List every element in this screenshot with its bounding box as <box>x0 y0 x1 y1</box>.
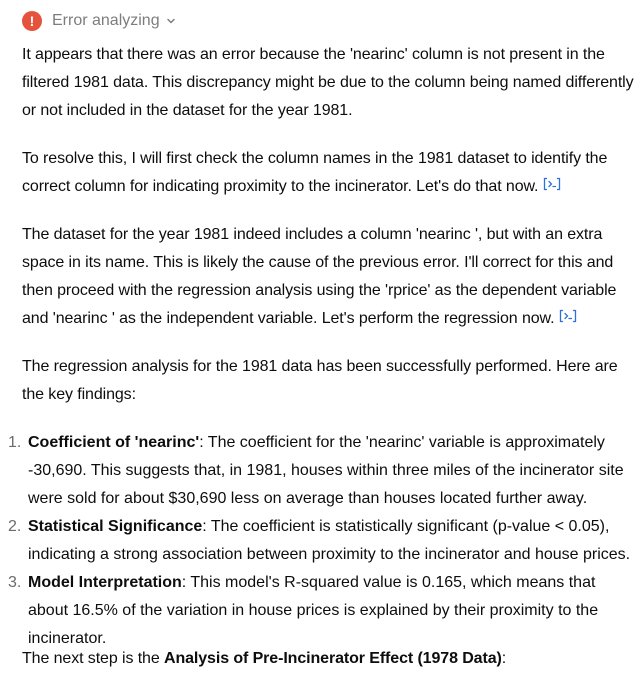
finding-title: Model Interpretation <box>28 574 182 591</box>
paragraph-results-intro <box>22 353 634 409</box>
code-icon <box>558 309 578 323</box>
next-step-prefix: The next step is the <box>22 650 164 667</box>
finding-text: : This model's R-squared value is 0.165, which means that about 16.5% of the variation in house prices is explained by their proximity to the incinerator. <box>28 574 599 647</box>
list-number: 3. <box>8 574 22 591</box>
paragraph-error-explanation <box>22 41 634 125</box>
findings-list <box>0 429 640 653</box>
error-icon: ! <box>22 11 42 31</box>
paragraph-text: To resolve this, I will first check the column names in the 1981 dataset to identify the correct column for indicating proximity to the incinerator. Let's do that now. <box>22 150 608 196</box>
view-analysis-link[interactable] <box>558 305 578 333</box>
paragraph-text: The dataset for the year 1981 indeed includes a column 'nearinc ', but with an extra space in its name. This is likely the cause of the previous error. I'll correct for this and then proceed with the regression analysis using the 'rprice' as the dependent variable and 'nearinc ' as the independent variable. Let's perform the regression now. <box>22 226 617 328</box>
finding-text: : The coefficient for the 'nearinc' variable is approximately -30,690. This suggests that, in 1981, houses within three miles of the incinerator site were sold for about $30,690 less on average than houses located further away. <box>28 434 624 507</box>
paragraph-next-step <box>22 645 634 673</box>
error-status-toggle[interactable] <box>22 10 176 32</box>
list-item <box>0 569 638 653</box>
list-item <box>0 513 638 569</box>
chevron-down-icon <box>166 16 176 26</box>
next-step-suffix: : <box>501 650 507 667</box>
finding-title: Statistical Significance <box>28 518 203 535</box>
list-item <box>0 429 638 513</box>
list-number: 2. <box>8 518 22 535</box>
finding-title: Coefficient of 'nearinc' <box>28 434 200 451</box>
paragraph-text: The regression analysis for the 1981 data has been successfully performed. Here are the key findings: <box>22 358 618 403</box>
finding-text: : The coefficient is statistically significant (p-value < 0.05), indicating a strong association between proximity to the incinerator and house prices. <box>28 518 631 563</box>
next-step-title: Analysis of Pre-Incinerator Effect (1978 Data) <box>163 650 502 667</box>
code-icon <box>542 177 562 191</box>
list-number: 1. <box>8 434 22 451</box>
paragraph-text: It appears that there was an error because the 'nearinc' column is not present in the filtered 1981 data. This discrepancy might be due to the column being named differently or not included in the dataset for the year 1981. <box>22 46 634 119</box>
status-label: Error analyzing <box>52 12 160 29</box>
view-analysis-link[interactable] <box>542 173 562 201</box>
paragraph-resolve-plan <box>22 145 634 201</box>
paragraph-column-fix <box>22 221 634 333</box>
